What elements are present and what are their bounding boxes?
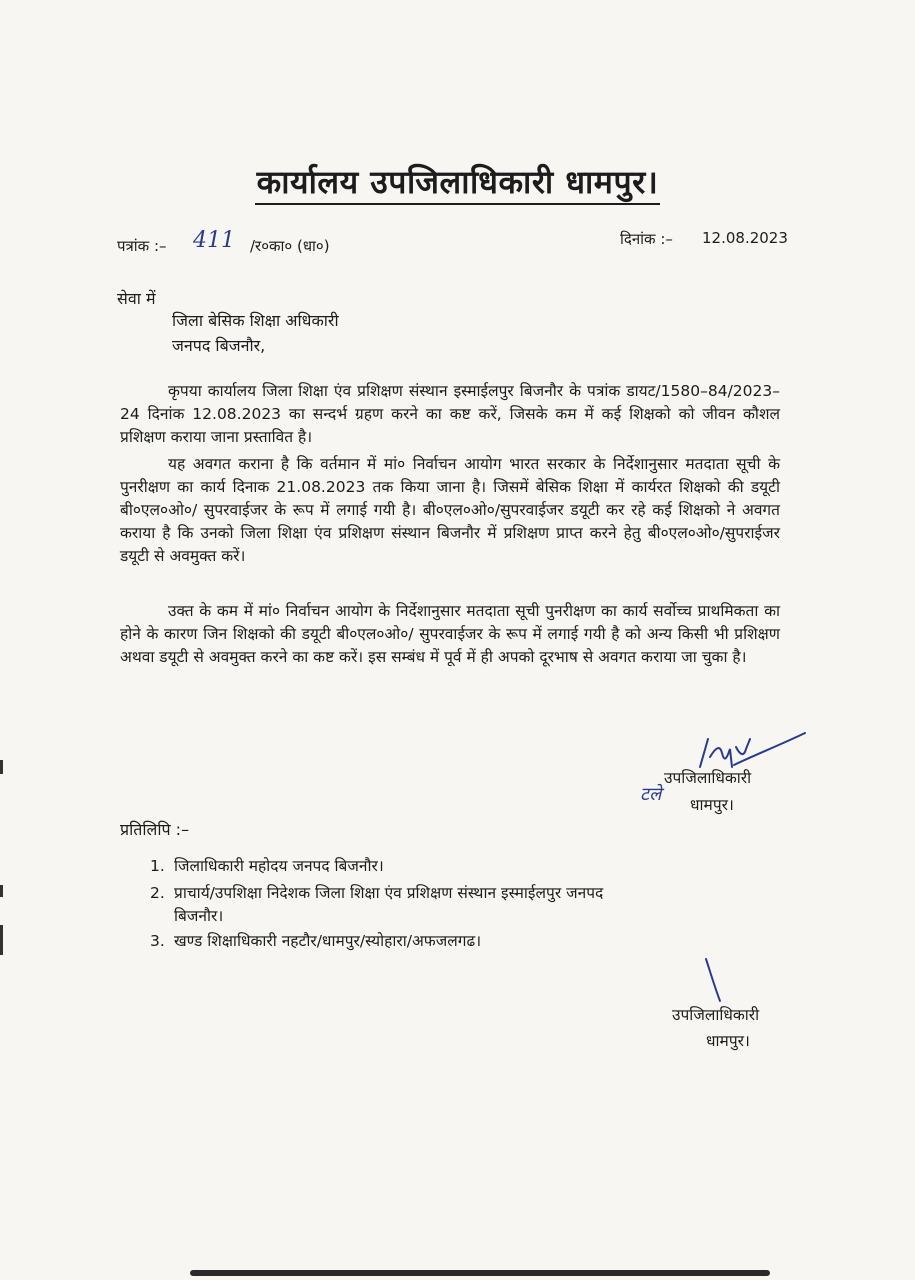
addressee-district: जनपद बिजनौर, [172, 336, 266, 355]
scan-edge-mark [0, 885, 3, 897]
initials-scribble: टले [640, 784, 662, 805]
office-title: कार्यालय उपजिलाधिकारी धामपुर। [0, 160, 915, 203]
signatory-place-2: धामपुर। [706, 1032, 750, 1050]
copy-item-3: 3. खण्ड शिक्षाधिकारी नहटौर/धामपुर/स्योहारा/अफजलगढ। [150, 932, 482, 950]
body-paragraph-3: उक्त के कम में मां० निर्वाचन आयोग के निर्देशानुसार मतदाता सूची पुनरीक्षण का कार्य सर्वोच्च प्राथमिकता का होने के कारण जिन शिक्षको की डयूटी बी०एल०ओ०/ सुपरवाईजर के रूप में लगाई गयी है को अन्य किसी भी प्रशिक्षण अथवा डयूटी से अवमुक्त करने का कष्ट करें। इस सम्बंध में पूर्व में ही अपको दूरभाष से अवगत कराया जा चुका है। [120, 602, 780, 666]
signature-stroke [700, 955, 730, 1005]
scan-edge-mark [0, 760, 3, 774]
copy-to-label: प्रतिलिपि :– [120, 820, 190, 839]
signatory-designation-2: उपजिलाधिकारी [672, 1006, 760, 1024]
date-value: 12.08.2023 [702, 229, 788, 247]
reference-suffix: /र०का० (धा०) [250, 237, 330, 255]
date-label: दिनांक :– [620, 230, 673, 248]
copy-item-2-continuation: बिजनौर। [174, 907, 224, 925]
reference-number: 411 [193, 228, 235, 253]
scan-edge-mark [0, 925, 3, 955]
copy-item-1: 1. जिलाधिकारी महोदय जनपद बिजनौर। [150, 857, 384, 875]
salutation: सेवा में [117, 289, 156, 308]
signatory-designation-1: उपजिलाधिकारी [664, 769, 752, 787]
copy-item-2: 2. प्राचार्य/उपशिक्षा निदेशक जिला शिक्षा एंव प्रशिक्षण संस्थान इस्माईलपुर जनपद [150, 884, 604, 902]
body-paragraph-1: कृपया कार्यालय जिला शिक्षा एंव प्रशिक्षण संस्थान इस्माईलपुर बिजनौर के पत्रांक डायट/1580–84/2023–24 दिनांक 12.08.2023 का सन्दर्भ ग्रहण करने का कष्ट करें, जिसके कम में कई शिक्षको को जीवन कौशल प्रशिक्षण कराया जाना प्रस्तावित है। [120, 382, 780, 446]
signatory-place-1: धामपुर। [690, 796, 734, 814]
body-paragraph-2: यह अवगत कराना है कि वर्तमान में मां० निर्वाचन आयोग भारत सरकार के निर्देशानुसार मतदाता सूची के पुनरीक्षण का कार्य दिनाक 21.08.2023 तक किया जाना है। जिसमें बेसिक शिक्षा में कार्यरत शिक्षको की डयूटी बी०एल०ओ०/ सुपरवाईजर के रूप में लगाई गयी है। बी०एल०ओ०/सुपरवाईजर डयूटी कर रहे कई शिक्षको ने अवगत कराया है कि उनको जिला शिक्षा एंव प्रशिक्षण संस्थान बिजनौर में प्रशिक्षण प्राप्त करने हेतु बी०एल०ओ०/सुपराईजर डयूटी से अवमुक्त करें। [120, 455, 780, 565]
addressee-title: जिला बेसिक शिक्षा अधिकारी [172, 311, 339, 330]
scan-bottom-edge [190, 1270, 770, 1276]
reference-label: पत्रांक :– [117, 237, 167, 255]
